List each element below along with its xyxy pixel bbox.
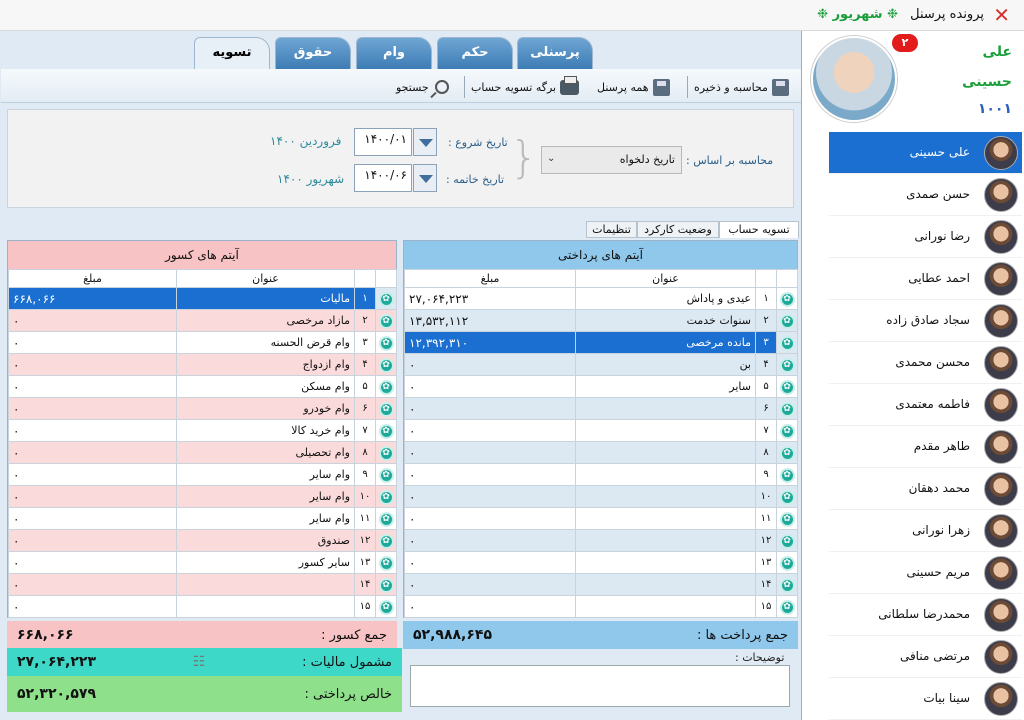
row-number: ۱۴: [355, 574, 376, 596]
tab-settlement[interactable]: تسویه: [194, 37, 270, 70]
row-number: ۱: [355, 288, 376, 310]
row-amount[interactable]: ۰: [9, 354, 177, 376]
row-amount[interactable]: ۶۶۸,۰۶۶: [9, 288, 177, 310]
row-title[interactable]: مالیات: [177, 288, 355, 310]
person-name: محمد دهقان: [908, 481, 970, 495]
person-list-item[interactable]: [829, 594, 1022, 636]
table-row[interactable]: [405, 420, 798, 442]
row-amount[interactable]: ۰: [9, 310, 177, 332]
person-avatar: [984, 262, 1018, 296]
notes-label: توضیحات :: [735, 651, 785, 664]
row-number: ۱۲: [756, 530, 777, 552]
payments-table: [404, 269, 798, 618]
row-number: ۴: [355, 354, 376, 376]
row-number: ۱۳: [355, 552, 376, 574]
gear-icon[interactable]: ✿: [780, 578, 795, 593]
row-amount[interactable]: ۰: [405, 420, 576, 442]
gear-icon[interactable]: ✿: [379, 314, 394, 329]
row-amount[interactable]: ۰: [9, 464, 177, 486]
table-row[interactable]: [9, 486, 397, 508]
row-settings-cell[interactable]: [376, 530, 397, 552]
gear-icon[interactable]: ✿: [379, 446, 394, 461]
row-number: ۲: [355, 310, 376, 332]
person-name: احمد عطایی: [908, 271, 970, 285]
row-settings-cell[interactable]: [376, 442, 397, 464]
row-amount[interactable]: ۲۷,۰۶۴,۲۲۳: [405, 288, 576, 310]
table-row[interactable]: [405, 376, 798, 398]
row-settings-cell[interactable]: [777, 420, 798, 442]
person-list-item[interactable]: [829, 636, 1022, 678]
net-row: [7, 676, 402, 712]
gear-icon[interactable]: ✿: [780, 402, 795, 417]
tab-personnel[interactable]: پرسنلی: [517, 37, 593, 69]
all-personnel-button[interactable]: همه پرسنل: [597, 76, 670, 98]
row-number: ۱۱: [355, 508, 376, 530]
save-calc-button[interactable]: محاسبه و ذخیره: [694, 76, 789, 98]
deductions-header: آیتم های کسور: [8, 241, 396, 269]
person-name: زهرا نورانی: [912, 523, 970, 537]
employee-last-name: حسینی: [962, 74, 1012, 90]
person-list-item[interactable]: [829, 426, 1022, 468]
gear-icon[interactable]: ✿: [780, 600, 795, 615]
row-title[interactable]: وام مسکن: [177, 376, 355, 398]
row-title[interactable]: [576, 398, 756, 420]
row-settings-cell[interactable]: [376, 486, 397, 508]
row-amount[interactable]: ۰: [9, 530, 177, 552]
table-row[interactable]: [9, 508, 397, 530]
deductions-grid: [7, 240, 397, 618]
table-row[interactable]: [405, 310, 798, 332]
start-date-input[interactable]: ۱۴۰۰/۰۱: [354, 128, 412, 156]
row-settings-cell[interactable]: [376, 376, 397, 398]
gear-icon[interactable]: ✿: [379, 600, 394, 615]
deductions-table: [8, 269, 397, 618]
gear-icon[interactable]: ✿: [379, 556, 394, 571]
person-avatar: [984, 388, 1018, 422]
row-number: ۱: [756, 288, 777, 310]
row-settings-cell[interactable]: [777, 464, 798, 486]
col-amount-header: مبلغ: [9, 270, 177, 288]
row-amount[interactable]: ۰: [9, 508, 177, 530]
table-row[interactable]: [9, 288, 397, 310]
person-avatar: [984, 304, 1018, 338]
row-settings-cell[interactable]: [777, 574, 798, 596]
table-row[interactable]: [405, 288, 798, 310]
row-amount[interactable]: ۱۳,۵۳۲,۱۱۲: [405, 310, 576, 332]
row-title[interactable]: [177, 574, 355, 596]
row-title[interactable]: وام سایر: [177, 464, 355, 486]
table-row[interactable]: [405, 332, 798, 354]
row-settings-cell[interactable]: [777, 596, 798, 618]
table-row[interactable]: [9, 464, 397, 486]
gear-icon[interactable]: ✿: [780, 358, 795, 373]
gear-icon[interactable]: ✿: [780, 336, 795, 351]
table-row[interactable]: [405, 442, 798, 464]
end-date-dropdown[interactable]: [413, 164, 437, 192]
row-title[interactable]: [576, 508, 756, 530]
payments-total-value: ۵۲,۹۸۸,۶۴۵: [413, 627, 492, 643]
gear-icon[interactable]: ✿: [780, 490, 795, 505]
payments-grid: [403, 240, 798, 618]
row-amount[interactable]: ۰: [9, 376, 177, 398]
row-number: ۱۴: [756, 574, 777, 596]
row-settings-cell[interactable]: [777, 442, 798, 464]
table-row[interactable]: [405, 464, 798, 486]
tab-loan[interactable]: وام: [356, 37, 432, 69]
row-title[interactable]: [576, 574, 756, 596]
gear-icon[interactable]: ✿: [780, 314, 795, 329]
table-row[interactable]: [405, 486, 798, 508]
end-date-label: تاریخ خاتمه :: [446, 173, 505, 186]
table-row[interactable]: [9, 310, 397, 332]
gear-icon[interactable]: ✿: [780, 446, 795, 461]
table-row[interactable]: [405, 508, 798, 530]
row-amount[interactable]: ۰: [405, 354, 576, 376]
settlement-sheet-button[interactable]: برگه تسویه حساب: [471, 76, 579, 98]
row-amount[interactable]: ۰: [9, 332, 177, 354]
row-title[interactable]: [576, 552, 756, 574]
person-avatar: [984, 346, 1018, 380]
toolbar-separator: [464, 76, 465, 98]
person-avatar: [984, 640, 1018, 674]
taxable-row: [7, 648, 402, 676]
gear-icon[interactable]: ✿: [379, 512, 394, 527]
search-icon: [435, 80, 449, 94]
gear-icon[interactable]: ✿: [379, 578, 394, 593]
row-title[interactable]: [576, 420, 756, 442]
start-date-label: تاریخ شروع :: [448, 136, 508, 149]
net-label: خالص پرداختی :: [304, 686, 392, 702]
employee-avatar: [811, 36, 897, 122]
row-amount[interactable]: ۰: [405, 398, 576, 420]
chevron-down-icon: ⌄: [547, 153, 556, 164]
table-row[interactable]: [405, 552, 798, 574]
row-title[interactable]: وام سایر: [177, 508, 355, 530]
gear-icon[interactable]: ✿: [780, 424, 795, 439]
person-avatar: [984, 556, 1018, 590]
row-amount[interactable]: ۰: [9, 574, 177, 596]
employee-first-name: علی: [982, 44, 1012, 60]
row-settings-cell[interactable]: [376, 508, 397, 530]
gear-icon[interactable]: ✿: [780, 292, 795, 307]
table-row[interactable]: [405, 398, 798, 420]
gear-icon[interactable]: ✿: [379, 380, 394, 395]
row-settings-cell[interactable]: [777, 530, 798, 552]
gear-icon[interactable]: ✿: [780, 512, 795, 527]
row-amount[interactable]: ۰: [405, 530, 576, 552]
row-number: ۱۵: [756, 596, 777, 618]
subtab-work-status[interactable]: وضعیت کارکرد: [637, 221, 719, 238]
person-name: مرتضی منافی: [899, 649, 970, 663]
row-number: ۳: [355, 332, 376, 354]
row-settings-cell[interactable]: [376, 574, 397, 596]
row-settings-cell[interactable]: [376, 310, 397, 332]
table-row[interactable]: [9, 398, 397, 420]
row-title[interactable]: سنوات خدمت: [576, 310, 756, 332]
row-number: ۱۱: [756, 508, 777, 530]
table-row[interactable]: [9, 354, 397, 376]
personnel-list: [829, 132, 1022, 720]
row-settings-cell[interactable]: [376, 354, 397, 376]
tab-salary[interactable]: حقوق: [275, 37, 351, 69]
row-settings-cell[interactable]: [376, 288, 397, 310]
row-number: ۶: [355, 398, 376, 420]
gear-icon[interactable]: ✿: [379, 336, 394, 351]
row-title[interactable]: مازاد مرخصی: [177, 310, 355, 332]
table-row[interactable]: [405, 574, 798, 596]
gear-icon[interactable]: ✿: [379, 534, 394, 549]
row-number: ۸: [355, 442, 376, 464]
close-icon[interactable]: ✕: [993, 3, 1010, 27]
row-settings-cell[interactable]: [777, 398, 798, 420]
row-amount[interactable]: ۰: [9, 420, 177, 442]
person-list-item[interactable]: [829, 552, 1022, 594]
row-settings-cell[interactable]: [376, 552, 397, 574]
person-name: مریم حسینی: [906, 565, 970, 579]
row-title[interactable]: [576, 596, 756, 618]
gear-icon[interactable]: ✿: [780, 556, 795, 571]
row-settings-cell[interactable]: [376, 596, 397, 618]
gear-icon[interactable]: ✿: [379, 358, 394, 373]
deductions-total: [7, 621, 397, 649]
table-row[interactable]: [9, 420, 397, 442]
subtab-settlement[interactable]: تسویه حساب: [719, 221, 799, 238]
tab-order[interactable]: حکم: [437, 37, 513, 69]
row-title[interactable]: [576, 530, 756, 552]
row-amount[interactable]: ۰: [9, 552, 177, 574]
row-settings-cell[interactable]: [376, 464, 397, 486]
person-list-item[interactable]: [829, 258, 1022, 300]
row-number: ۴: [756, 354, 777, 376]
row-amount[interactable]: ۰: [405, 442, 576, 464]
disk-icon: [772, 79, 789, 96]
end-date-input[interactable]: ۱۴۰۰/۰۶: [354, 164, 412, 192]
row-number: ۷: [355, 420, 376, 442]
row-settings-cell[interactable]: [777, 288, 798, 310]
row-title[interactable]: وام ازدواج: [177, 354, 355, 376]
person-list-item[interactable]: [829, 174, 1022, 216]
table-row[interactable]: [405, 596, 798, 618]
row-settings-cell[interactable]: [777, 508, 798, 530]
taxable-value: ۲۷,۰۶۴,۲۲۳: [17, 654, 97, 670]
person-avatar: [984, 178, 1018, 212]
person-avatar: [984, 136, 1018, 170]
person-list-item[interactable]: [829, 300, 1022, 342]
person-avatar: [984, 430, 1018, 464]
gear-col-header: [376, 270, 397, 288]
person-avatar: [984, 598, 1018, 632]
num-col-header: [756, 270, 777, 288]
person-name: طاهر مقدم: [913, 439, 970, 453]
row-number: ۱۲: [355, 530, 376, 552]
row-amount[interactable]: ۰: [405, 574, 576, 596]
row-number: ۵: [355, 376, 376, 398]
row-amount[interactable]: ۰: [405, 552, 576, 574]
notification-badge[interactable]: ۲: [892, 34, 918, 52]
row-number: ۹: [355, 464, 376, 486]
row-number: ۹: [756, 464, 777, 486]
row-title[interactable]: [177, 596, 355, 618]
employee-code: ۱۰۰۱: [977, 101, 1012, 117]
row-number: ۱۳: [756, 552, 777, 574]
taxable-label: مشمول مالیات :: [302, 654, 392, 670]
row-amount[interactable]: ۰: [405, 464, 576, 486]
net-value: ۵۲,۳۲۰,۵۷۹: [17, 686, 96, 702]
num-col-header: [355, 270, 376, 288]
row-settings-cell[interactable]: [376, 398, 397, 420]
row-title[interactable]: عیدی و پاداش: [576, 288, 756, 310]
table-row[interactable]: [9, 574, 397, 596]
subtab-settings[interactable]: تنظیمات: [586, 221, 637, 238]
row-amount[interactable]: ۰: [405, 486, 576, 508]
col-amount-header: مبلغ: [405, 270, 576, 288]
table-row[interactable]: [9, 596, 397, 618]
person-name: رضا نورانی: [914, 229, 970, 243]
printer-icon: [560, 80, 579, 95]
row-title[interactable]: بن: [576, 354, 756, 376]
payments-total-label: جمع پرداخت ها :: [696, 627, 788, 643]
search-button[interactable]: جستجو: [396, 76, 449, 98]
row-number: ۱۵: [355, 596, 376, 618]
row-number: ۷: [756, 420, 777, 442]
person-name: علی حسینی: [909, 145, 970, 159]
gear-icon[interactable]: ✿: [379, 490, 394, 505]
gear-icon[interactable]: ✿: [379, 424, 394, 439]
brace-decoration: }: [510, 132, 538, 183]
person-name: سجاد صادق زاده: [886, 313, 970, 327]
row-number: ۲: [756, 310, 777, 332]
row-settings-cell[interactable]: [376, 332, 397, 354]
row-number: ۱۰: [756, 486, 777, 508]
row-amount[interactable]: ۰: [405, 376, 576, 398]
table-row[interactable]: [9, 332, 397, 354]
person-name: محسن محمدی: [895, 355, 970, 369]
row-number: ۶: [756, 398, 777, 420]
gear-col-header: [777, 270, 798, 288]
person-name: حسن صمدی: [906, 187, 970, 201]
row-title[interactable]: سایر: [576, 376, 756, 398]
gear-icon[interactable]: ✿: [379, 468, 394, 483]
row-amount[interactable]: ۰: [405, 508, 576, 530]
row-amount[interactable]: ۰: [9, 596, 177, 618]
table-row[interactable]: [9, 530, 397, 552]
col-title-header: عنوان: [576, 270, 756, 288]
payments-total: [403, 621, 798, 649]
row-title[interactable]: وام تحصیلی: [177, 442, 355, 464]
row-title[interactable]: [576, 486, 756, 508]
window-title: پرونده پرسنل ❉ شهریور ❉: [817, 7, 984, 22]
row-settings-cell[interactable]: [376, 420, 397, 442]
deductions-total-label: جمع کسور :: [321, 627, 387, 643]
gear-icon[interactable]: ✿: [780, 468, 795, 483]
gear-icon[interactable]: ✿: [379, 292, 394, 307]
deductions-total-value: ۶۶۸,۰۶۶: [17, 627, 74, 643]
person-name: فاطمه معتمدی: [895, 397, 970, 411]
current-month: ❉ شهریور ❉: [817, 7, 898, 22]
person-list-item[interactable]: [829, 510, 1022, 552]
list-icon[interactable]: ☷: [192, 654, 206, 670]
person-list-item[interactable]: [829, 468, 1022, 510]
row-number: ۳: [756, 332, 777, 354]
table-row[interactable]: [9, 552, 397, 574]
end-date-text: شهریور ۱۴۰۰: [277, 172, 345, 186]
row-number: ۱۰: [355, 486, 376, 508]
gear-icon[interactable]: ✿: [379, 402, 394, 417]
start-date-text: فروردین ۱۴۰۰: [270, 134, 342, 148]
table-row[interactable]: [405, 354, 798, 376]
person-name: سینا بیات: [923, 691, 970, 705]
row-title[interactable]: [576, 442, 756, 464]
notes-textarea[interactable]: [410, 665, 790, 707]
row-title[interactable]: سایر کسور: [177, 552, 355, 574]
row-number: ۸: [756, 442, 777, 464]
person-avatar: [984, 472, 1018, 506]
row-settings-cell[interactable]: [777, 552, 798, 574]
table-row[interactable]: [405, 530, 798, 552]
row-title[interactable]: وام قرض الحسنه: [177, 332, 355, 354]
col-title-header: عنوان: [177, 270, 355, 288]
row-number: ۵: [756, 376, 777, 398]
person-avatar: [984, 514, 1018, 548]
row-title[interactable]: وام سایر: [177, 486, 355, 508]
row-settings-cell[interactable]: [777, 376, 798, 398]
start-date-dropdown[interactable]: [413, 128, 437, 156]
row-amount[interactable]: ۱۲,۳۹۲,۳۱۰: [405, 332, 576, 354]
row-settings-cell[interactable]: [777, 354, 798, 376]
gear-icon[interactable]: ✿: [780, 380, 795, 395]
person-list-item[interactable]: [829, 132, 1022, 174]
row-title[interactable]: وام خرید کالا: [177, 420, 355, 442]
person-name: محمدرضا سلطانی: [878, 607, 970, 621]
table-row[interactable]: [9, 442, 397, 464]
person-list-item[interactable]: [829, 342, 1022, 384]
row-amount[interactable]: ۰: [9, 486, 177, 508]
row-settings-cell[interactable]: [777, 332, 798, 354]
payments-header: آیتم های پرداختی: [404, 241, 797, 269]
row-amount[interactable]: ۰: [9, 442, 177, 464]
row-amount[interactable]: ۰: [405, 596, 576, 618]
row-settings-cell[interactable]: [777, 486, 798, 508]
row-settings-cell[interactable]: [777, 310, 798, 332]
disk-icon: [653, 79, 670, 96]
row-title[interactable]: [576, 464, 756, 486]
toolbar-separator: [687, 76, 688, 98]
person-list-item[interactable]: [829, 216, 1022, 258]
row-title[interactable]: وام خودرو: [177, 398, 355, 420]
person-list-item[interactable]: [829, 678, 1022, 720]
row-title[interactable]: صندوق: [177, 530, 355, 552]
calc-basis-label: محاسبه بر اساس :: [686, 154, 774, 167]
person-avatar: [984, 682, 1018, 716]
gear-icon[interactable]: ✿: [780, 534, 795, 549]
table-row[interactable]: [9, 376, 397, 398]
person-avatar: [984, 220, 1018, 254]
person-list-item[interactable]: [829, 384, 1022, 426]
row-title[interactable]: مانده مرخصی: [576, 332, 756, 354]
calc-basis-select[interactable]: تاریخ دلخواه: [541, 146, 682, 174]
row-amount[interactable]: ۰: [9, 398, 177, 420]
